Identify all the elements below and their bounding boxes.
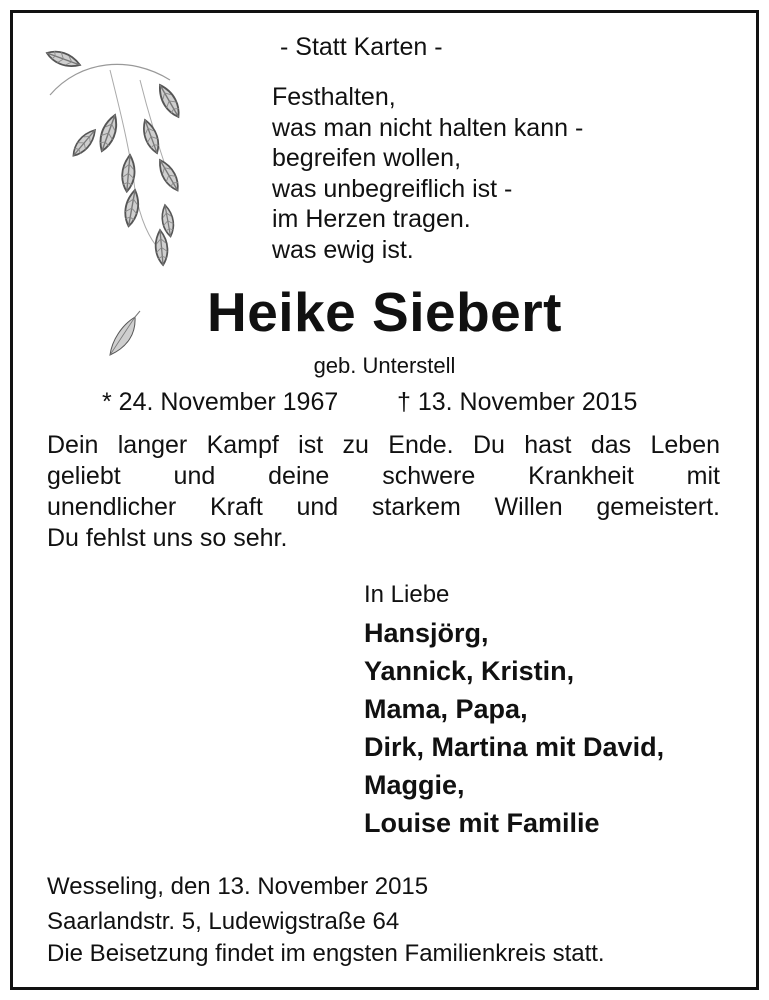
poem: [272, 82, 583, 265]
poem-line: was man nicht halten kann -: [272, 113, 584, 142]
birth-date: * 24. November 1967: [102, 388, 339, 416]
burial-note: Die Beisetzung findet im engsten Familienkreis statt.: [47, 940, 605, 967]
mourner-name: Maggie,: [364, 770, 465, 800]
farewell-message: [47, 430, 720, 554]
subtitle-statt-karten: - Statt Karten -: [280, 33, 443, 61]
deceased-name: Heike Siebert: [206, 281, 562, 343]
mourner-name: Louise mit Familie: [364, 808, 600, 838]
poem-line: im Herzen tragen.: [272, 205, 471, 233]
mourner-name: Dirk, Martina mit David,: [364, 732, 665, 762]
mourner-name: Yannick, Kristin,: [364, 656, 575, 686]
place-date: Wesseling, den 13. November 2015: [47, 873, 429, 900]
addresses: Saarlandstr. 5, Ludewigstraße 64: [47, 908, 400, 935]
mourner-name: Hansjörg,: [364, 618, 489, 648]
poem-line: begreifen wollen,: [272, 144, 462, 172]
mourners-list: [364, 614, 664, 842]
message-line: unendlicher Kraft und starkem Willen gemeistert.: [47, 493, 720, 521]
poem-line: was ewig ist.: [272, 235, 414, 264]
message-line: Du fehlst uns so sehr.: [47, 524, 288, 552]
poem-line: was unbegreiflich ist -: [272, 174, 513, 203]
message-line: geliebt und deine schwere Krankheit mit: [47, 462, 720, 490]
death-date: † 13. November 2015: [397, 388, 638, 416]
in-love-intro: In Liebe: [364, 581, 450, 608]
maiden-name: geb. Unterstell: [313, 353, 456, 378]
poem-line: Festhalten,: [272, 83, 396, 111]
mourner-name: Mama, Papa,: [364, 694, 528, 724]
message-line: Dein langer Kampf ist zu Ende. Du hast das Leben: [47, 431, 720, 459]
